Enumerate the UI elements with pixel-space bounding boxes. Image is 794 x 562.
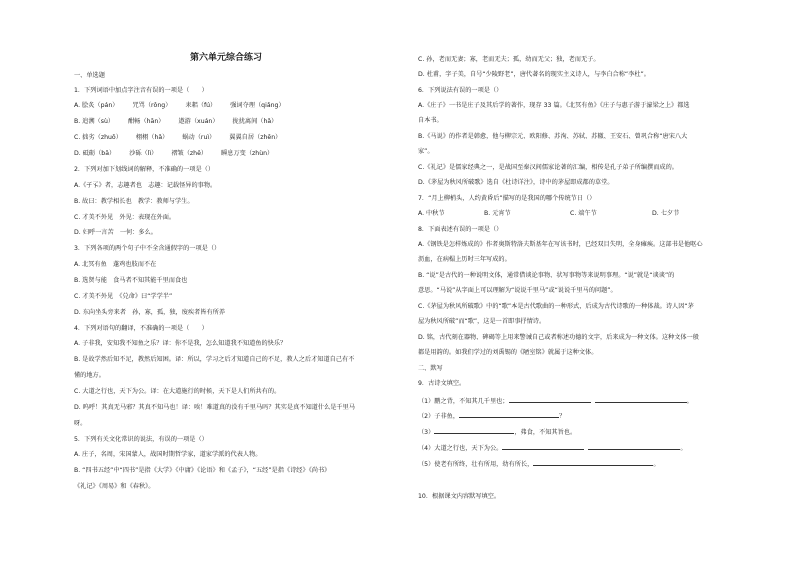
section-heading-dictation: 二、默写 [418, 365, 443, 372]
q8-option-b: B. “说”是古代的一种说明文体，通常借谈论事物、状写事物等来说明事理。“说”就是“谈谈”的 [418, 272, 675, 279]
question-8: 8．下面表述有误的一项是（） [418, 226, 503, 233]
q7-option-b: B. 元宵节 [484, 210, 511, 217]
q3-option-b: B. 选贤与能 食马者不知其能千里而食也 [74, 277, 188, 284]
fill-blank-5: （5）使老有所终，壮有所用，幼有所长， 。 [418, 461, 660, 468]
section-heading-single-choice: 一、单选题 [74, 72, 105, 79]
fill-blank-2: （2）子非鱼， ？ [418, 413, 566, 420]
question-10: 10．根据课文内容默写填空。 [418, 493, 501, 500]
q5-option-b-cont: 《礼记》《周易》和《春秋》。 [74, 483, 155, 490]
q4-option-d-cont: 呀。 [74, 420, 87, 427]
q5-option-c: C. 孙，老而无妻；寡，老而无夫；孤，幼而无父；独，老而无子。 [418, 56, 600, 63]
question-4: 4．下列对语句的翻译，不准确的一项是（ ） [74, 325, 208, 332]
answer-blank[interactable] [459, 412, 559, 418]
question-5: 5．下列有关文化常识的说法，有误的一项是（） [74, 436, 208, 443]
q8-option-d: D. 铭，古代刻在器物、碑碣等上用来警诫自己或者称述功德的文字，后来成为一种文体。这种文体一般 [418, 334, 699, 341]
q2-option-a: A.《孑孓》者，志趣者也 志趣：记载怪异的事物。 [74, 182, 217, 189]
q7-options [418, 210, 679, 218]
fill-blank-1: （1）鹏之背，不知其几千里也； 。 [418, 398, 693, 405]
q6-option-d: D.《茅屋为秋风所破歌》选自《杜诗详注》，诗中的茅屋即成都的草堂。 [418, 179, 614, 186]
q3-option-c: C. 才美不外见 《兑命》曰“学学半” [74, 293, 173, 300]
answer-blank[interactable] [509, 397, 591, 403]
answer-blank[interactable] [502, 444, 584, 450]
question-6: 6．下列说法有误的一项是（） [418, 87, 503, 94]
question-7: 7．“月上柳梢头，人约黄昏后”描写的是我国的哪个传统节日（） [418, 195, 596, 202]
q4-option-b-cont: 懂的地方。 [74, 372, 105, 379]
q7-option-d: D. 七夕节 [652, 210, 680, 217]
q4-option-b: B. 是故学然后知不足，教然后知困。译：所以，学习之后才知道自己的不足，教人之后才知道自己有不 [74, 356, 355, 363]
answer-blank[interactable] [588, 444, 680, 450]
fill-blank-4: （4）大道之行也，天下为公。 。 [418, 445, 687, 452]
page-title: 第六单元综合练习 [190, 53, 263, 63]
answer-blank[interactable] [434, 428, 514, 434]
answer-blank[interactable] [533, 460, 653, 466]
q4-option-d: D. 呜呼！其真无马邪？其真不知马也！译：唉！难道真的没有千里马吗？其实是真不知道什么是千里马 [74, 404, 355, 411]
question-1: 1．下列词语中加点字注音有误的一项是（ ） [74, 87, 208, 94]
q3-option-d: D. 东向坐头旁来者 孙，寡，孤，独，废疾者皆有所养 [74, 309, 226, 316]
q6-option-c: C.《礼记》是儒家经典之一，是战国至秦汉间儒家论著的汇编，相传是孔子弟子所编撰而成的。 [418, 164, 678, 171]
q8-option-c-cont: 屋为秋风所破”而“歌”，这是一首即事抒情诗。 [418, 318, 546, 325]
answer-blank[interactable] [595, 397, 687, 403]
question-9: 9．古诗文填空。 [418, 380, 466, 387]
question-3: 3．下列各项的两个句子中不全含通假字的一项是（） [74, 245, 221, 252]
q6-option-b: B.《马说》的作者是韩愈，他与柳宗元、欧阳修、苏洵、苏轼、苏辙、王安石、曾巩合称“唐宋八大 [418, 133, 688, 140]
q5-option-d: D. 杜甫，字子美，自号“少陵野老”，唐代著名的现实主义诗人，与李白合称“李杜”。 [418, 71, 650, 78]
fill-blank-3: （3） ，弗食，不知其旨也。 [418, 429, 577, 436]
q7-option-c: C. 端午节 [570, 210, 597, 217]
q2-option-b: B. 故曰：教学相长也 教学：教师与学生。 [74, 198, 194, 205]
q5-option-b: B. “四书五经”中“四书”是指《大学》《中庸》《论语》和《孟子》，“五经”是指《诗经》《尚书》 [74, 467, 331, 474]
q8-option-a-cont: 沥血，在病榻上历时三年写成的。 [418, 256, 511, 263]
q8-option-c: C.《茅屋为秋风所破歌》中的“歌”本是古代歌曲的一种形式，后成为古代诗歌的一种体裁。诗人因“茅 [418, 303, 694, 310]
q8-option-a: A.《钢铁是怎样炼成的》作者奥斯特洛夫斯基年在写该书时，已经双目失明，全身瘫痪。这部书是他呕心 [418, 241, 703, 248]
q4-option-a: A. 子非我，安知我不知鱼之乐？译：你不是我，怎么知道我不知道鱼的快乐？ [74, 340, 287, 347]
q1-option-c: C. 拙劣（zhuō） 栩栩（hǎ） 蜗动（ruì） 翼翼自居（zhēn） [74, 134, 282, 141]
q2-option-d: D. 妇呼一言苦 一何：多么。 [74, 229, 157, 236]
q2-option-c: C. 才美不外见 外见：表现在外面。 [74, 214, 176, 221]
q8-option-b-cont: 意思。“马说”从字面上可以理解为“说说千里马”或“说说千里马的问题”。 [418, 287, 617, 294]
q6-option-a-cont: 自本书。 [418, 117, 443, 124]
q8-option-d-cont: 都是用韵的。如我们学过的刘禹锡的《陋室铭》就属于这种文体。 [418, 349, 598, 356]
q1-option-a: A. 脍炙（pán） 咒骂（rǒng） 耒耜（fú） 强词夺理（qiǎng） [74, 102, 285, 109]
q5-option-a: A. 庄子，名周，宋国蒙人，战国时期哲学家，道家学派的代表人物。 [74, 451, 262, 458]
q6-option-a: A.《庄子》一书是庄子及其后学的著作，现存 33 篇。《北冥有鱼》《庄子与惠子游于濠梁之上》都选 [418, 102, 690, 109]
q4-option-c: C. 大道之行也，天下为公。译：在大道施行的时候，天下是人们所共有的。 [74, 388, 281, 395]
q1-option-b: B. 追溯（sù） 酣畅（hān） 遨游（xuán） 拢扰离间（hǎ） [74, 118, 278, 125]
q3-option-a: A. 北冥有鱼 蓬鸡也肢而不在 [74, 261, 157, 268]
q6-option-b-cont: 家”。 [418, 148, 434, 155]
question-2: 2．下列对加下划线词的解释，不准确的一项是（） [74, 166, 215, 173]
q7-option-a: A. 中秋节 [418, 210, 445, 217]
q1-option-d: D. 砥砺（bā） 沙砾（lì） 褶皱（zhě） 瞬息万变（zhùn） [74, 150, 274, 157]
